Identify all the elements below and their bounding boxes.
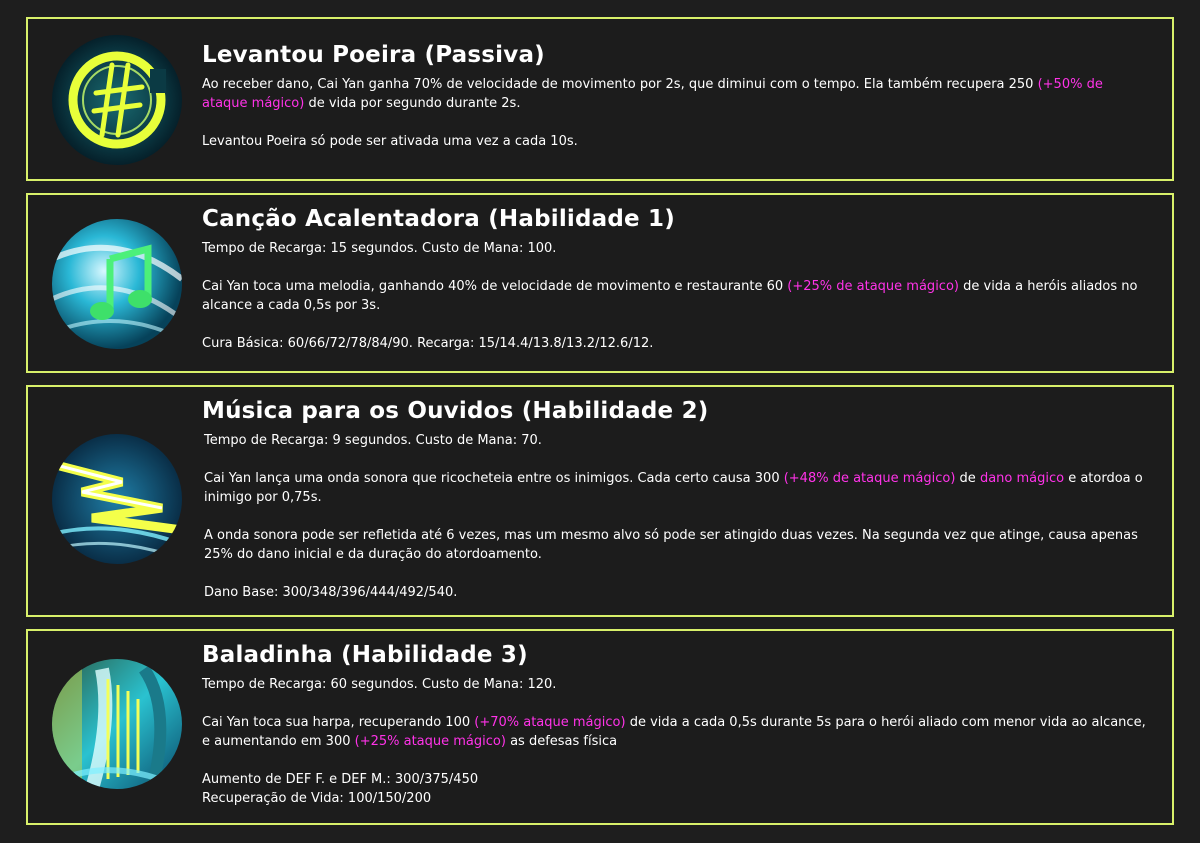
skill-card-2 xyxy=(26,385,1174,617)
magic-scaling-text: (+48% de ataque mágico) xyxy=(783,471,956,486)
skill-card-passive xyxy=(26,17,1174,181)
skill-card-1 xyxy=(26,193,1174,373)
sound-wave-icon xyxy=(52,434,182,564)
skill-cost: Tempo de Recarga: 60 segundos. Custo de Mana: 120. xyxy=(202,677,557,692)
skill-title: Baladinha (Habilidade 3) xyxy=(202,642,528,668)
skill-description: Cai Yan toca sua harpa, recuperando 100 (+70% ataque mágico) de vida a cada 0,5s durante 5s para o herói aliado com menor vida ao alcance, e aumentando em 300 (+25% ataque mágico) as defesas física xyxy=(202,715,1146,749)
magic-scaling-text: (+70% ataque mágico) xyxy=(474,715,626,730)
magic-scaling-text: (+50% de ataque mágico) xyxy=(202,77,1103,111)
skill-stats: Recuperação de Vida: 100/150/200 xyxy=(202,791,432,806)
skill-description: Cai Yan toca uma melodia, ganhando 40% de velocidade de movimento e restaurante 60 (+25% de ataque mágico) de vida a heróis aliados no alcance a cada 0,5s por 3s. xyxy=(202,279,1138,313)
skill-stats: Cura Básica: 60/66/72/78/84/90. Recarga: 15/14.4/13.8/13.2/12.6/12. xyxy=(202,336,654,351)
magic-damage-text: dano mágico xyxy=(979,471,1065,486)
skill-title: Canção Acalentadora (Habilidade 1) xyxy=(202,206,675,232)
skill-title: Levantou Poeira (Passiva) xyxy=(202,42,545,68)
magic-scaling-text: (+25% de ataque mágico) xyxy=(787,279,959,294)
skill-card-3 xyxy=(26,629,1174,825)
magic-scaling-text: (+25% ataque mágico) xyxy=(354,734,506,749)
skill-stats: Dano Base: 300/348/396/444/492/540. xyxy=(204,585,458,600)
skill-title: Música para os Ouvidos (Habilidade 2) xyxy=(202,398,709,424)
skill-note: Levantou Poeira só pode ser ativada uma vez a cada 10s. xyxy=(202,134,578,149)
passive-rune-icon xyxy=(52,35,182,165)
skill-stats: Aumento de DEF F. e DEF M.: 300/375/450 xyxy=(202,772,479,787)
skill-description: Cai Yan lança uma onda sonora que ricocheteia entre os inimigos. Cada certo causa 300 (+48% de ataque mágico) de dano mágico e atordoa o inimigo por 0,75s. xyxy=(204,471,1143,505)
skill-cost: Tempo de Recarga: 15 segundos. Custo de Mana: 100. xyxy=(202,241,557,256)
skill-description: Ao receber dano, Cai Yan ganha 70% de velocidade de movimento por 2s, que diminui com o tempo. Ela também recupera 250 (+50% de ataque mágico) de vida por segundo durante 2s. xyxy=(202,77,1103,111)
harp-icon xyxy=(52,659,182,789)
skill-detail: A onda sonora pode ser refletida até 6 vezes, mas um mesmo alvo só pode ser atingido duas vezes. Na segunda vez que atinge, causa apenas 25% do dano inicial e da duração do atordoamento. xyxy=(204,528,1138,562)
skill-cost: Tempo de Recarga: 9 segundos. Custo de Mana: 70. xyxy=(204,433,542,448)
music-note-icon xyxy=(52,219,182,349)
